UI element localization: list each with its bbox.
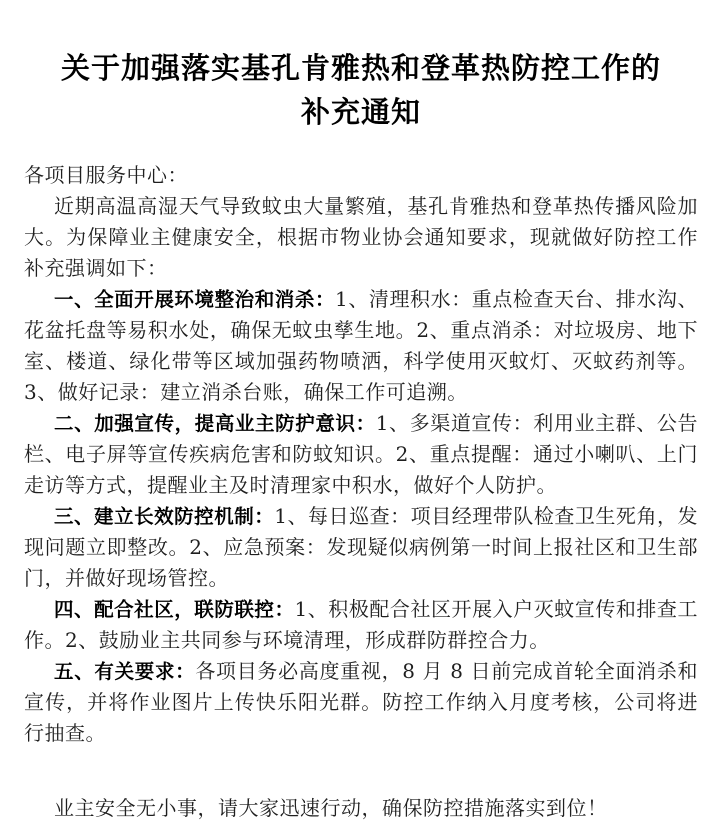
section-3-text: 1、每日巡查：项目经理带队检查卫生死角，发现问题立即整改。2、应急预案：发现疑似病例第一时间上报社区和卫生部门，并做好现场管控。 [24,504,698,590]
section-5-text: 各项目务必高度重视，8 月 8 日前完成首轮全面消杀和宣传，并将作业图片上传快乐阳光群。防控工作纳入月度考核，公司将进行抽查。 [24,659,698,745]
section-4-heading: 四、配合社区，联防联控： [54,598,295,621]
section-2-paragraph [24,408,698,501]
section-5-paragraph [24,656,698,749]
section-4-paragraph [24,594,698,656]
section-3-paragraph [24,501,698,594]
document-title [24,46,698,134]
section-1-paragraph [24,284,698,408]
intro-paragraph: 近期高温高湿天气导致蚊虫大量繁殖，基孔肯雅热和登革热传播风险加大。为保障业主健康安全，根据市物业协会通知要求，现就做好防控工作补充强调如下： [24,194,698,280]
document-title-line2: 补充通知 [300,95,421,129]
document-title-line1: 关于加强落实基孔肯雅热和登革热防控工作的 [60,51,661,85]
section-4-text: 1、积极配合社区开展入户灭蚊宣传和排查工作。2、鼓励业主共同参与环境清理，形成群防群控合力。 [24,597,698,652]
closing-paragraph: 业主安全无小事，请大家迅速行动，确保防控措施落实到位！ [54,796,608,820]
section-1-text: 1、清理积水：重点检查天台、排水沟、花盆托盘等易积水处，确保无蚊虫孳生地。2、重点消杀：对垃圾房、地下室、楼道、绿化带等区域加强药物喷洒，科学使用灭蚊灯、灭蚊药剂等。3、做好记录：建立消杀台账，确保工作可追溯。 [24,287,698,404]
section-3-heading: 三、建立长效防控机制： [54,505,275,528]
section-5-heading: 五、有关要求： [54,660,196,683]
section-2-text: 1、多渠道宣传：利用业主群、公告栏、电子屏等宣传疾病危害和防蚊知识。2、重点提醒：通过小喇叭、上门走访等方式，提醒业主及时清理家中积水，做好个人防护。 [24,411,698,497]
section-1-heading: 一、全面开展环境整治和消杀： [54,288,336,311]
salutation: 各项目服务中心： [24,163,188,187]
section-2-heading: 二、加强宣传，提高业主防护意识： [54,412,376,435]
